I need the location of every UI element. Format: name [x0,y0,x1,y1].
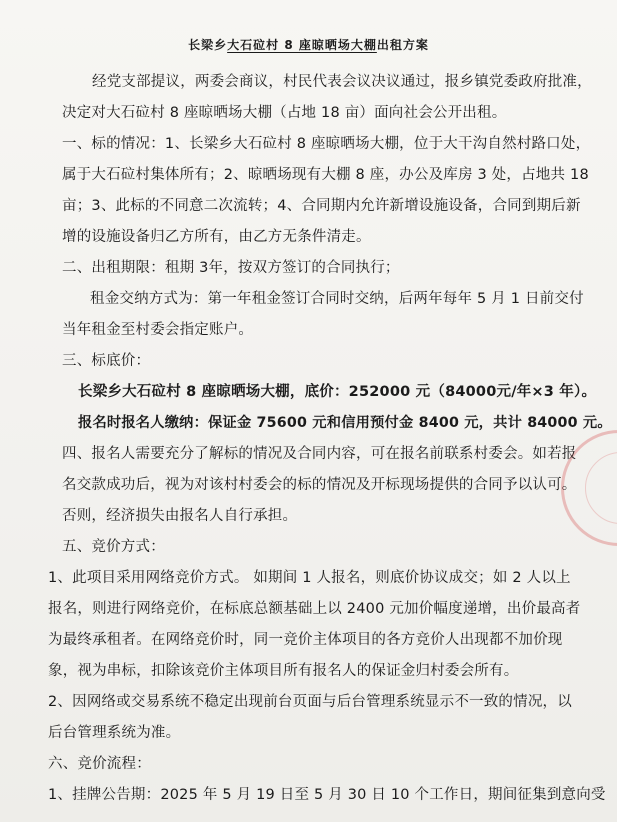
paragraph-line-21: 2、因网络或交易系统不稳定出现前台页面与后台管理系统显示不一致的情况，以 [48,694,572,710]
paragraph-line-18: 报名，则进行网络竞价，在标底总额基础上以 2400 元加价幅度递增，出价最高者 [48,601,581,617]
paragraph-line-22: 后台管理系统为准。 [48,725,181,741]
paragraph-line-9: 当年租金至村委会指定账户。 [62,322,254,338]
paragraph-line-8: 租金交纳方式为：第一年租金签订合同时交纳，后两年每年 5 月 1 日前交付 [90,291,584,307]
paragraph-line-2: 决定对大石砬村 8 座晾晒场大棚（占地 18 亩）面向社会公开出租。 [62,105,507,121]
paragraph-line-19: 为最终承租者。在网络竞价时，同一竞价主体项目的各方竞价人出现都不加价现 [48,632,563,648]
paragraph-line-14: 名交款成功后，视为对该村村委会的标的情况及开标现场提供的合同予以认可。 [62,477,577,493]
title-underlined: 大石砬村 8 座晾晒场大棚 [227,38,377,52]
paragraph-line-5: 亩；3、此标的不同意二次流转；4、合同期内允许新增设施设备，合同到期后新 [62,198,581,214]
section-heading-3: 三、标底价： [62,353,151,369]
section-heading-2: 二、出租期限：租期 3年，按双方签订的合同执行； [62,260,400,276]
section-heading-5: 五、竞价方式： [62,539,165,555]
paragraph-line-4: 属于大石砬村集体所有；2、晾晒场现有大棚 8 座，办公及库房 3 处，占地共 18 [62,167,589,183]
reserve-price-line: 长梁乡大石砬村 8 座晾晒场大棚，底价：252000 元（84000元/年×3 年）。 [78,384,597,400]
paragraph-line-17: 1、此项目采用网络竞价方式。 如期间 1 人报名，则底价协议成交；如 2 人以上 [48,570,571,586]
deposit-line: 报名时报名人缴纳：保证金 75600 元和信用预付金 8400 元，共计 84000 元。 [78,415,612,431]
paragraph-line-24: 1、挂牌公告期：2025 年 5 月 19 日至 5 月 30 日 10 个工作日，期间征集到意向受 [48,787,606,803]
paragraph-line-6: 增的设施设备归乙方所有，由乙方无条件清走。 [62,229,371,245]
paragraph-line-20: 象，视为串标，扣除该竞价主体项目所有报名人的保证金归村委会所有。 [48,663,519,679]
title-suffix: 出租方案 [376,38,429,52]
section-heading-4: 四、报名人需要充分了解标的情况及合同内容，可在报名前联系村委会。如若报 [62,446,577,462]
document-title [0,30,617,60]
paragraph-line-15: 否则，经济损失由报名人自行承担。 [62,508,298,524]
title-prefix: 长梁乡 [188,38,228,52]
paragraph-line-1: 经党支部提议，两委会商议，村民代表会议决议通过，报乡镇党委政府批准， [92,74,592,90]
section-heading-6: 六、竞价流程： [48,756,151,772]
paragraph-line-3: 一、标的情况：1、长梁乡大石砬村 8 座晾晒场大棚，位于大干沟自然村路口处， [62,136,591,152]
